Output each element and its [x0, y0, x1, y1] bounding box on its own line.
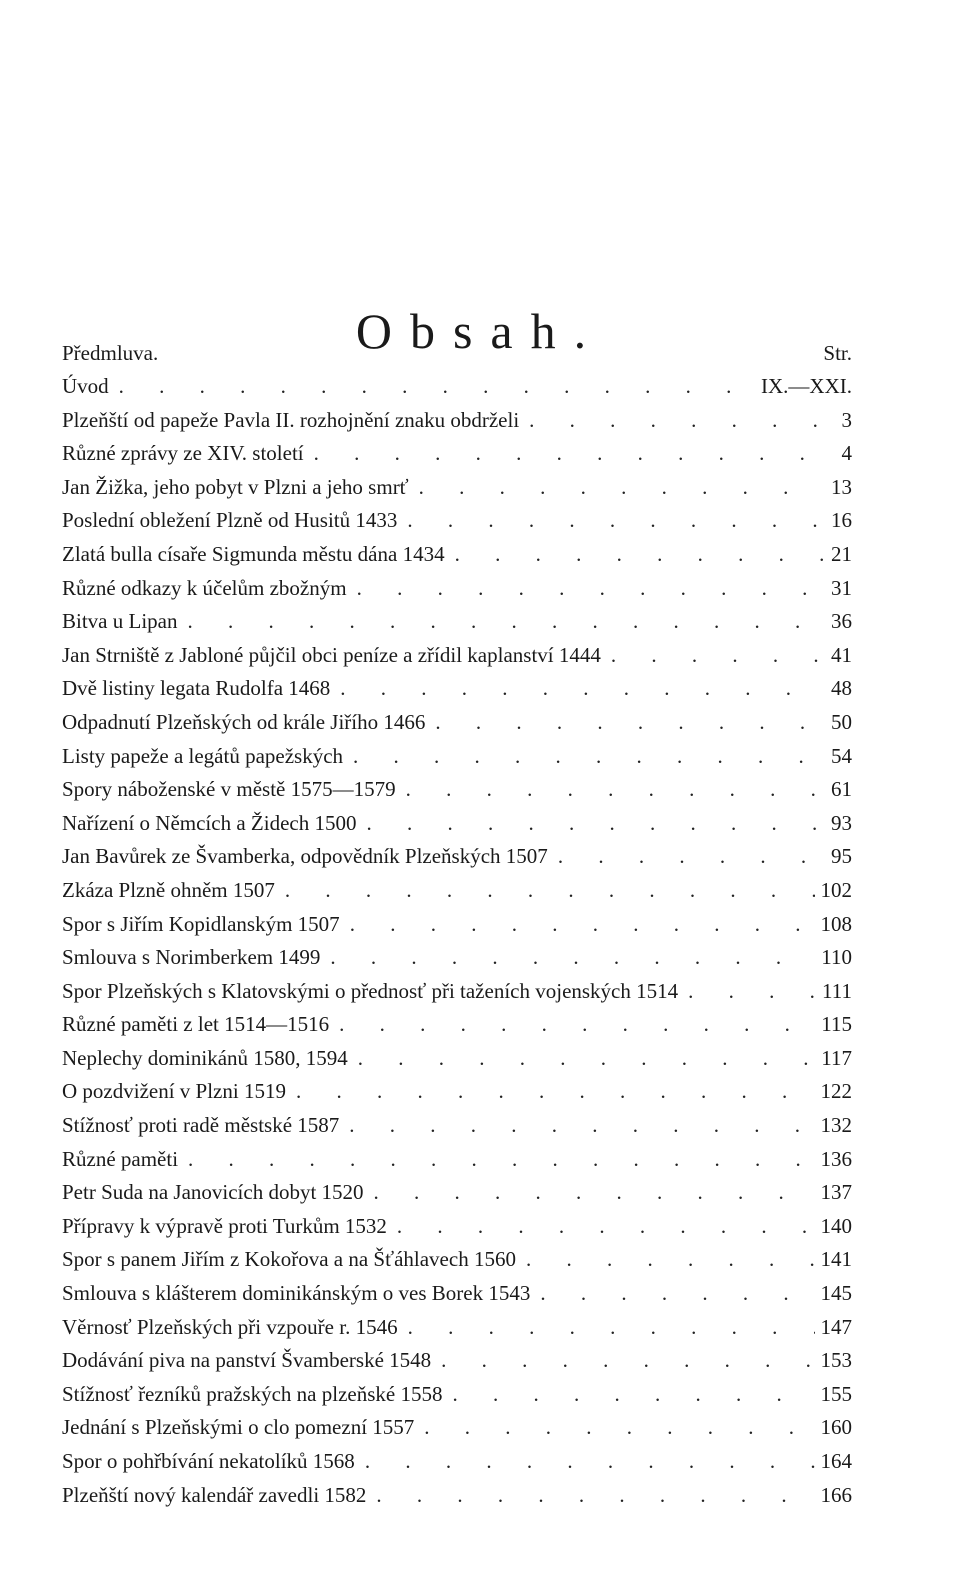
toc-leader-dots	[320, 941, 815, 975]
toc-leader-dots	[530, 1277, 814, 1311]
toc-entry-page: 50	[831, 709, 852, 734]
toc-entry-page: 111	[822, 978, 852, 1003]
toc-entry-title: Smlouva s Norimberkem 1499	[62, 945, 321, 970]
toc-entry	[62, 672, 852, 706]
toc-entry-page: 153	[820, 1348, 852, 1373]
toc-leader-dots	[275, 874, 815, 908]
toc-entry-title: Spor Plzeňských s Klatovskými o přednosť při taženích vojenských 1514	[62, 978, 679, 1003]
toc-entry-title: Různé paměti	[62, 1146, 179, 1171]
toc-leader-dots	[431, 1344, 814, 1378]
toc-leader-dots	[364, 1176, 815, 1210]
toc-entry-title: Věrnosť Plzeňských při vzpouře r. 1546	[62, 1314, 398, 1339]
toc-entry	[62, 404, 852, 438]
toc-leader-dots	[425, 706, 825, 740]
toc-entry	[62, 975, 852, 1009]
toc-entry-page: 21	[831, 541, 852, 566]
toc-entry-page: IX.—XXI.	[761, 374, 852, 398]
toc-entry-page: 16	[831, 508, 852, 533]
toc-entry-title: Odpadnutí Plzeňských od krále Jiřího 1466	[62, 709, 426, 734]
toc-entry-page: 54	[831, 743, 852, 768]
toc-entry-page: 108	[820, 911, 852, 936]
toc-entry-page: 36	[831, 609, 852, 634]
toc-leader-dots	[397, 504, 825, 538]
toc-leader-dots	[329, 1008, 815, 1042]
toc-entry-title: Spor o pohřbívání nekatolíků 1568	[62, 1449, 355, 1473]
toc-entry-page: 4	[841, 441, 852, 466]
toc-entry-title: Jan Strniště z Jabloné půjčil obci peníze a zřídil kaplanství 1444	[62, 642, 601, 667]
toc-entry	[62, 504, 852, 538]
toc-entry	[62, 639, 852, 673]
toc-entry	[62, 538, 852, 572]
toc-entry	[62, 1445, 852, 1479]
toc-leader-dots	[340, 908, 815, 942]
toc-entry-page: 61	[831, 777, 852, 802]
toc-leader-dots	[601, 639, 825, 673]
toc-leader-dots	[177, 605, 825, 639]
toc-entry-page: 102	[820, 877, 852, 902]
toc-entry-title: Různé zprávy ze XIV. století	[62, 441, 304, 466]
toc-entry	[62, 1008, 852, 1042]
toc-entry-page: 31	[831, 575, 852, 600]
toc-entry	[62, 1243, 852, 1277]
toc-entry-page: 95	[831, 844, 852, 869]
toc-entry-title: Plzeňští nový kalendář zavedli 1582	[62, 1482, 367, 1507]
toc-entry	[62, 370, 852, 404]
toc-entry	[62, 740, 852, 774]
toc-entry	[62, 1311, 852, 1345]
toc-entry-title: O pozdvižení v Plzni 1519	[62, 1079, 286, 1104]
toc-leader-dots	[343, 740, 825, 774]
toc-entry-page: 115	[821, 1012, 852, 1037]
toc-entry	[62, 1344, 852, 1378]
toc-leader-dots	[442, 1378, 814, 1412]
toc-entry-title: Spor s panem Jiřím z Kokořova a na Šťáhlavech 1560	[62, 1247, 516, 1272]
toc-leader-dots	[304, 437, 836, 471]
toc-leader-dots	[330, 672, 825, 706]
toc-entry-title: Stížnosť řezníků pražských na plzeňské 1558	[62, 1381, 443, 1406]
toc-entry	[62, 874, 852, 908]
toc-entry-title: Neplechy dominikánů 1580, 1594	[62, 1045, 348, 1070]
toc-leader-dots	[356, 807, 825, 841]
toc-entry-page: 137	[820, 1180, 852, 1205]
toc-entry-title: Jan Žižka, jeho pobyt v Plzni a jeho smrť	[62, 474, 409, 499]
toc-entry	[62, 572, 852, 606]
toc-entry-title: Různé odkazy k účelům zbožným	[62, 575, 347, 600]
toc-entry-page: 136	[820, 1146, 852, 1171]
toc-leader-dots	[355, 1445, 815, 1479]
toc-entry-title: Různé paměti z let 1514—1516	[62, 1012, 330, 1037]
toc-leader-dots	[409, 471, 825, 505]
toc-leader-dots	[678, 975, 816, 1009]
toc-entry	[62, 1075, 852, 1109]
toc-leader-dots	[178, 1143, 814, 1177]
toc-entry-page: 155	[820, 1381, 852, 1406]
toc-entry	[62, 840, 852, 874]
toc-entry-page: 132	[820, 1113, 852, 1138]
toc-entry	[62, 605, 852, 639]
toc-entry	[62, 1176, 852, 1210]
toc-entry-page: 164	[820, 1449, 852, 1473]
toc-leader-dots	[339, 1109, 814, 1143]
toc-entry-title: Úvod	[62, 374, 109, 398]
toc-entry	[62, 941, 852, 975]
toc-entry-page: 141	[820, 1247, 852, 1272]
toc-entry-page: 13	[831, 474, 852, 499]
toc-entry-page: 160	[820, 1415, 852, 1440]
toc-entry	[62, 807, 852, 841]
toc-entry-page: 145	[820, 1281, 852, 1306]
toc-entry-title: Zlatá bulla císaře Sigmunda městu dána 1434	[62, 541, 445, 566]
toc-entry-page: 147	[820, 1314, 852, 1339]
toc-entry-page: 3	[841, 407, 852, 432]
toc-entry	[62, 1378, 852, 1412]
toc-entry-title: Spory náboženské v městě 1575—1579	[62, 777, 396, 802]
toc-entry-title: Dodávání piva na panství Švamberské 1548	[62, 1348, 432, 1373]
toc-entry-page: 122	[820, 1079, 852, 1104]
toc-entry	[62, 706, 852, 740]
toc-entry-title: Plzeňští od papeže Pavla II. rozhojnění znaku obdrželi	[62, 407, 520, 432]
page-column-label: Str.	[823, 341, 852, 365]
toc-entry-title: Přípravy k výpravě proti Turkům 1532	[62, 1213, 387, 1238]
toc-entry	[62, 1042, 852, 1076]
table-of-contents	[62, 370, 852, 1512]
toc-leader-dots	[396, 773, 825, 807]
toc-leader-dots	[548, 840, 825, 874]
toc-entry	[62, 471, 852, 505]
toc-entry-title: Petr Suda na Janovicích dobyt 1520	[62, 1180, 364, 1205]
toc-entry	[62, 1210, 852, 1244]
toc-header	[62, 336, 852, 370]
toc-leader-dots	[398, 1311, 815, 1345]
toc-leader-dots	[445, 538, 825, 572]
toc-entry	[62, 1479, 852, 1513]
toc-entry	[62, 1109, 852, 1143]
page-title: Obsah.	[355, 302, 605, 359]
toc-entry-title: Jednání s Plzeňskými o clo pomezní 1557	[62, 1415, 415, 1440]
toc-leader-dots	[286, 1075, 815, 1109]
toc-entry-title: Smlouva s klášterem dominikánským o ves Borek 1543	[62, 1281, 531, 1306]
toc-entry-title: Spor s Jiřím Kopidlanským 1507	[62, 911, 340, 936]
toc-entry-title: Bitva u Lipan	[62, 609, 178, 634]
toc-entry-page: 110	[821, 945, 852, 970]
toc-entry	[62, 1143, 852, 1177]
toc-entry	[62, 773, 852, 807]
toc-entry-title: Zkáza Plzně ohněm 1507	[62, 877, 275, 902]
toc-leader-dots	[519, 404, 835, 438]
toc-leader-dots	[516, 1243, 815, 1277]
toc-entry-title: Dvě listiny legata Rudolfa 1468	[62, 676, 331, 701]
toc-entry-title: Stížnosť proti radě městské 1587	[62, 1113, 340, 1138]
toc-leader-dots	[387, 1210, 815, 1244]
toc-leader-dots	[366, 1479, 814, 1513]
toc-entry-page: 93	[831, 810, 852, 835]
toc-leader-dots	[348, 1042, 815, 1076]
toc-entry-title: Jan Bavůrek ze Švamberka, odpovědník Plzeňských 1507	[62, 844, 548, 869]
toc-entry-page: 140	[820, 1213, 852, 1238]
toc-entry-page: 41	[831, 642, 852, 667]
toc-leader-dots	[414, 1411, 814, 1445]
preface-label: Předmluva.	[62, 341, 159, 365]
toc-entry-title: Listy papeže a legátů papežských	[62, 743, 344, 768]
toc-entry	[62, 908, 852, 942]
toc-entry-title: Poslední obležení Plzně od Husitů 1433	[62, 508, 398, 533]
toc-entry-page: 48	[831, 676, 852, 701]
toc-entry-title: Nařízení o Němcích a Židech 1500	[62, 810, 357, 835]
toc-entry-page: 166	[820, 1482, 852, 1507]
toc-entry	[62, 437, 852, 471]
toc-entry	[62, 1277, 852, 1311]
toc-entry-page: 117	[821, 1045, 852, 1070]
toc-entry	[62, 1411, 852, 1445]
toc-leader-dots	[347, 572, 825, 606]
toc-leader-dots	[109, 370, 755, 404]
